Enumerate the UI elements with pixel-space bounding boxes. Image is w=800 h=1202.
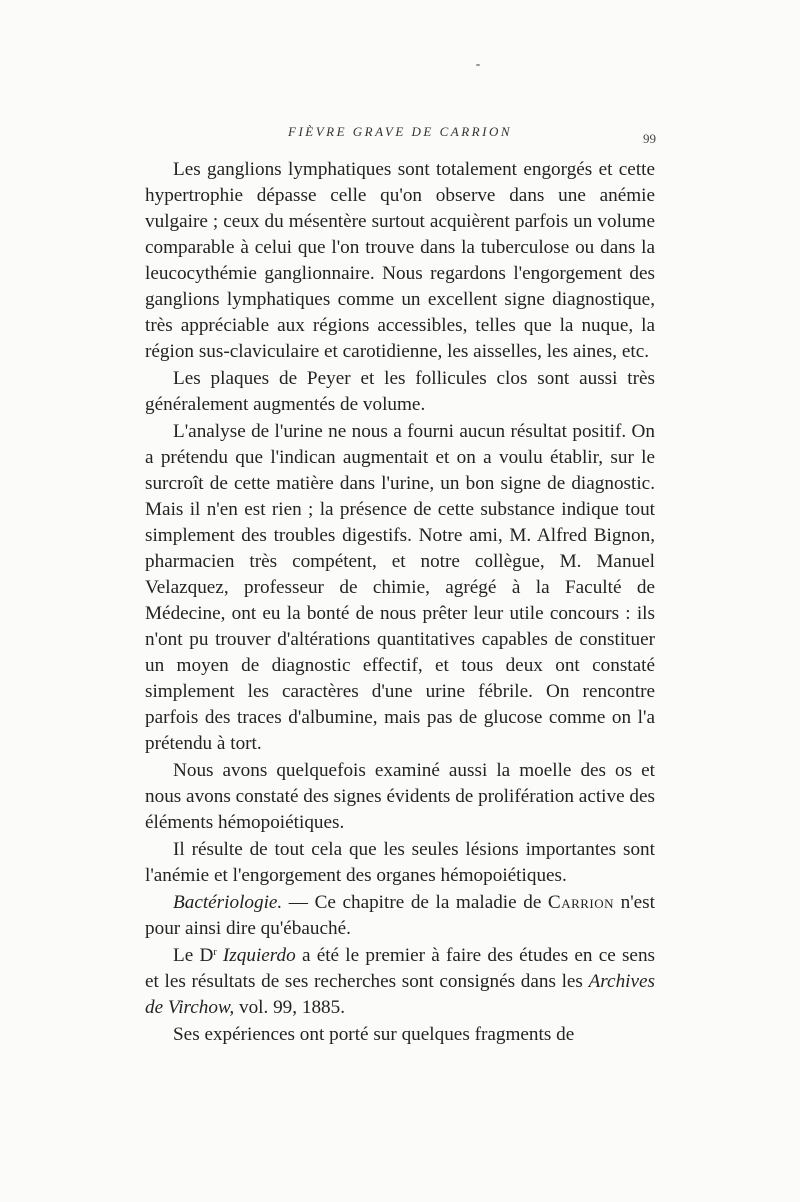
citation: vol. 99, 1885. [234,997,346,1018]
paragraph-text: n'est pour ainsi dire qu'ébauché. [145,892,655,939]
body-text [145,157,655,1048]
paragraph: Les ganglions lymphatiques sont totalement engorgés et cette hypertrophie dépasse celle qu'on observe dans une anémie vulgaire ; ceux du mésentère surtout acquièrent parfois un volume comparable à celui que l'on trouve dans la tuberculose ou dans la leucocythémie ganglionnaire. Nous regardons l'engorgement des ganglions lymphatiques comme un excellent signe diagnostique, très appréciable aux régions accessibles, telles que la nuque, la région sus-claviculaire et carotidienne, les aisselles, les aines, etc. [145,159,655,362]
paragraph: Il résulte de tout cela que les seules lésions importantes sont l'anémie et l'engorgement des organes hémopoiétiques. [145,839,655,886]
paragraph-bacteriologie [145,890,655,942]
paragraph-text: — Ce chapitre de la maladie de [282,892,548,913]
running-head: FIÈVRE GRAVE DE CARRION [288,124,512,139]
paragraph-izquierdo [145,943,655,1021]
paragraph: Les plaques de Peyer et les follicules clos sont aussi très généralement augmentés de volume. [145,368,655,415]
title-abbrev: Le D [173,945,214,966]
author-name: Izquierdo [222,945,296,966]
print-speck [476,64,480,66]
paragraph: Ses expériences ont porté sur quelques fragments de [173,1024,575,1045]
paragraph-text: a été le premier à faire des études en ce sens et les résultats de ses recherches sont consignés dans les [145,945,656,992]
paragraph: Nous avons quelquefois examiné aussi la moelle des os et nous avons constaté des signes évidents de prolifération active des éléments hémopoiétiques. [145,760,655,833]
journal-title: Archives de Virchow, [145,971,655,1018]
page-number: 99 [643,131,656,146]
section-heading: Bactériologie. [173,892,283,913]
disease-name: Carrion [547,892,615,913]
title-superscript: r [213,947,217,958]
paragraph: L'analyse de l'urine ne nous a fourni aucun résultat positif. On a prétendu que l'indican augmentait et on a voulu établir, sur le surcroît de cette matière dans l'urine, un bon signe de diagnostic. Mais il n'en est rien ; la présence de cette substance indique tout simplement des troubles digestifs. Notre ami, M. Alfred Bignon, pharmacien très compétent, et notre collègue, M. Manuel Velazquez, professeur de chimie, agrégé à la Faculté de Médecine, ont eu la bonté de nous prêter leur utile concours : ils n'ont pu trouver d'altérations quantitatives capables de constituer un moyen de diagnostic effectif, et tous deux ont constaté simplement les caractères d'une urine fébrile. On rencontre parfois des traces d'albumine, mais pas de glucose comme on l'a prétendu à tort. [145,421,655,754]
